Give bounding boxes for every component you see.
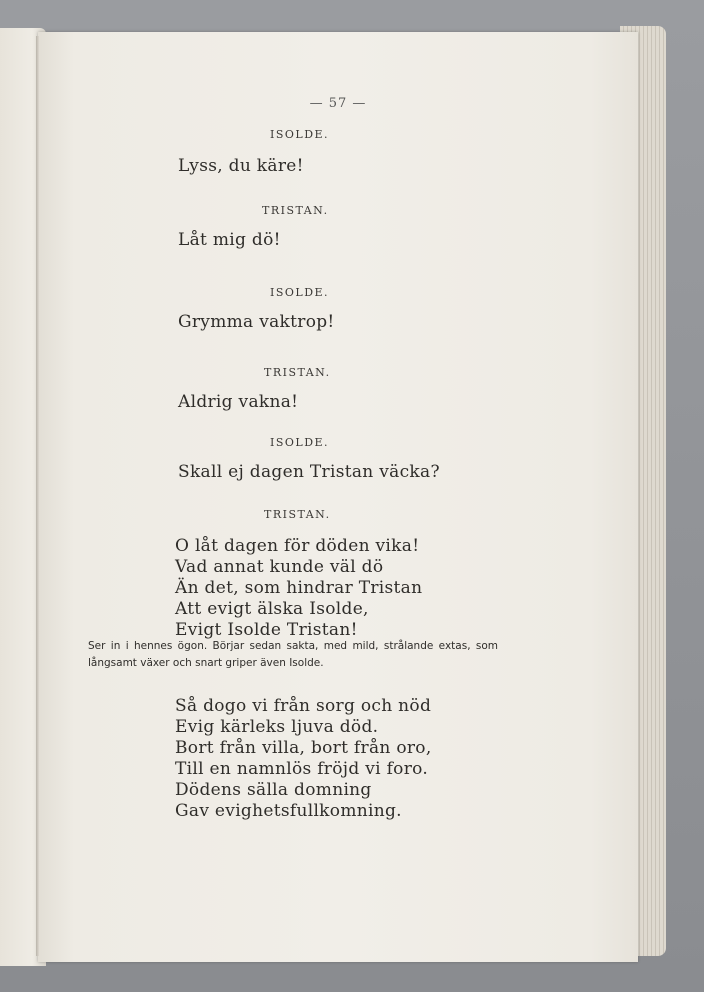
dialogue-line: Lyss, du käre! xyxy=(178,156,304,176)
verse-line: Dödens sälla domning xyxy=(175,780,372,800)
verse-line: Än det, som hindrar Tristan xyxy=(175,578,423,598)
verse-line: Bort från villa, bort från oro, xyxy=(175,738,432,758)
verse-line: Evig kärleks ljuva död. xyxy=(175,717,379,737)
page-gutter xyxy=(36,36,39,956)
dialogue-line: Låt mig dö! xyxy=(178,230,281,250)
verse-line: Till en namnlös fröjd vi foro. xyxy=(175,759,429,779)
verse-line: Evigt Isolde Tristan! xyxy=(175,620,358,640)
verse-line: Så dogo vi från sorg och nöd xyxy=(175,696,432,716)
dialogue-line: Grymma vaktrop! xyxy=(178,312,335,332)
page-number: — 57 — xyxy=(309,96,367,111)
book-page xyxy=(38,32,638,962)
speaker-label: ISOLDE. xyxy=(270,128,330,141)
verse-line: O låt dagen för döden vika! xyxy=(175,536,420,556)
speaker-label: TRISTAN. xyxy=(264,366,331,379)
speaker-label: ISOLDE. xyxy=(270,286,330,299)
dialogue-line: Skall ej dagen Tristan väcka? xyxy=(178,462,440,482)
verse-stanza xyxy=(175,536,422,641)
speaker-label: ISOLDE. xyxy=(270,436,330,449)
verse-line: Att evigt älska Isolde, xyxy=(175,599,369,619)
dialogue-line: Aldrig vakna! xyxy=(178,392,299,412)
stage-direction: Ser in i hennes ögon. Börjar sedan sakta, med mild, strålande extas, som långsamt växer och snart griper även Isolde. xyxy=(88,640,498,669)
speaker-label: TRISTAN. xyxy=(264,508,331,521)
verse-line: Vad annat kunde väl dö xyxy=(175,557,384,577)
verse-line: Gav evighetsfullkomning. xyxy=(175,801,402,821)
speaker-label: TRISTAN. xyxy=(262,204,329,217)
verse-stanza xyxy=(175,696,432,822)
